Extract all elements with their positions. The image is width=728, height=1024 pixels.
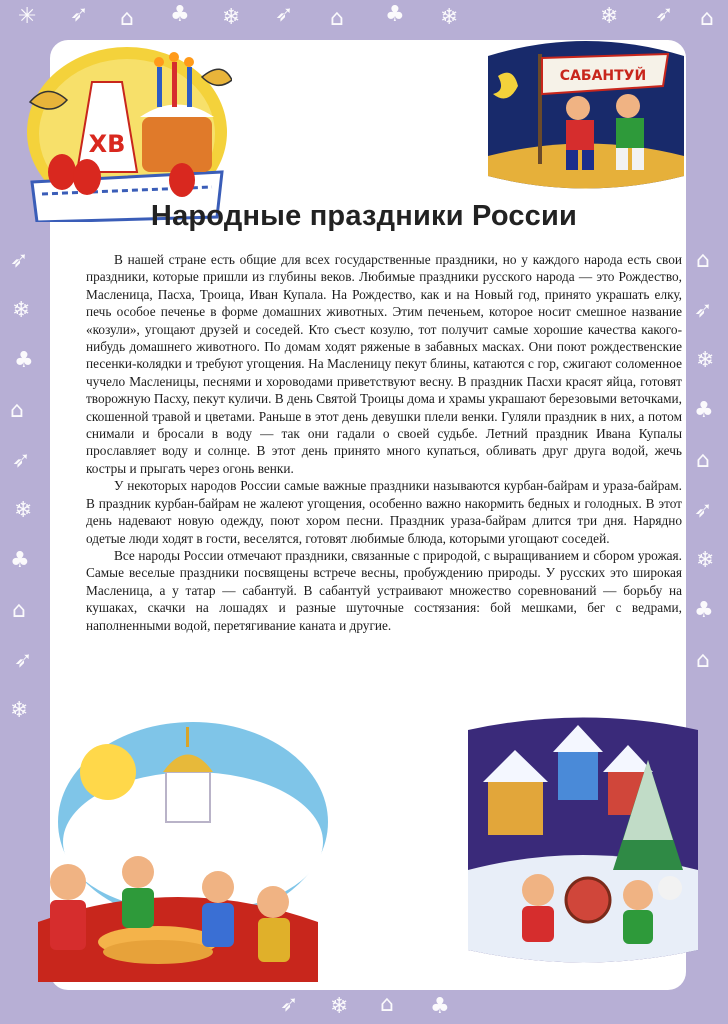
house-icon: ⌂: [696, 248, 710, 273]
snowflake-icon: ❄: [696, 548, 715, 573]
bird-icon: ➶: [14, 648, 33, 673]
snowflake-icon: ❄: [12, 298, 31, 323]
sabantuy-wrestling-illustration: [478, 36, 694, 196]
bird-icon: ➶: [280, 992, 299, 1017]
bird-icon: ➶: [275, 2, 294, 27]
house-icon: ⌂: [12, 598, 26, 623]
house-icon: ⌂: [696, 448, 710, 473]
maslenitsa-fair-illustration: [18, 712, 328, 1002]
tree-icon: ♣: [430, 994, 450, 1019]
house-icon: ⌂: [330, 6, 344, 31]
tree-icon: ♣: [694, 598, 714, 623]
tree-icon: ♣: [170, 2, 190, 27]
christmas-village-illustration: [458, 710, 708, 970]
bird-icon: ➶: [12, 448, 31, 473]
bird-icon: ➶: [10, 248, 29, 273]
bird-icon: ➶: [694, 298, 713, 323]
snowflake-icon: ❄: [10, 698, 29, 723]
page-title: Народные праздники России: [150, 200, 578, 232]
house-icon: ⌂: [120, 6, 134, 31]
snowflake-icon: ❄: [222, 5, 241, 30]
sabantuy-banner-text: САБАНТУЙ: [559, 68, 647, 84]
snowflake-icon: ❄: [696, 348, 715, 373]
bird-icon: ➶: [70, 2, 89, 27]
snowflake-icon: ✳: [18, 4, 37, 29]
snowflake-icon: ❄: [440, 5, 459, 30]
tree-icon: ♣: [14, 348, 34, 373]
house-icon: ⌂: [10, 398, 24, 423]
article-body: [86, 251, 682, 634]
tree-icon: ♣: [385, 2, 405, 27]
tree-icon: ♣: [694, 398, 714, 423]
snowflake-icon: ❄: [330, 994, 349, 1019]
bird-icon: ➶: [655, 2, 674, 27]
snowflake-icon: ❄: [14, 498, 33, 523]
paragraph: У некоторых народов России самые важные праздники называются курбан-байрам и ураза-байрам. В праздник курбан-байрам не жалеют угощения, особенно важно накормить бедных и голодных. В этот день надевают новую одежду, поют хором песни. Праздник ураза-байрам длится три дня. Нарядно одетые люди ходят в гости, веселятся, готовят любимые блюда, которыми угощают соседей.: [86, 478, 682, 546]
paragraph: Все народы России отмечают праздники, связанные с природой, с выращиванием и сбором урожая. Самые веселые праздники посвящены встрече весны, пробуждению природы. У русских это широкая Масленица, а у татар — сабантуй. В сабантуй устраивают множество соревнований — борьбу на кушаках, скачки на лошадях и разные шуточные состязания: бой мешками, бег с ведрами, наполненными водой, перетягивание каната и другие.: [86, 547, 682, 633]
house-icon: ⌂: [700, 6, 714, 31]
bird-icon: ➶: [694, 498, 713, 523]
tree-icon: ♣: [10, 548, 30, 573]
snowflake-icon: ❄: [600, 4, 619, 29]
house-icon: ⌂: [696, 648, 710, 673]
paragraph: В нашей стране есть общие для всех государственные праздники, но у каждого народа есть свои праздники, которые пришли из глубины веков. Любимые праздники русского народа — это Рождество, Масленица, Пасха, Троица, Иван Купала. На Рождество, как и на Новый год, принято украшать елку, печь особое печенье в форме домашних животных. Этим печеньем, которое носит смешное название «козули», угощают друзей и соседей. Кто съест козулю, тот получит самые хорошие качества какого-нибудь домашнего животного. По домам ходят ряженые в забавных масках. Они поют рождественские песенки-колядки и требуют угощения. На Масленицу пекут блины, катаются с гор, сжигают соломенное чучело Масленицы, песнями и хороводами приветствуют весну. В праздник Пасхи красят яйца, готовят творожную Пасху, пекут куличи. В день Святой Троицы дома и храмы украшают березовыми веточками, скошенной травой и цветами. Раньше в этот день девушки плели венки. Гуляли праздник в них, а потом снимали и бросали в воду — так они гадали о своей судьбе. Летний праздник Ивана Купалы прославляет воду и солнце. В этот день принято много купаться, обливать друг друга водой, жечь костры и прыгать через огонь венки.: [86, 252, 682, 476]
easter-egg-letters: ХВ: [88, 130, 126, 158]
house-icon: ⌂: [380, 992, 394, 1017]
easter-cake-illustration: [22, 22, 232, 222]
